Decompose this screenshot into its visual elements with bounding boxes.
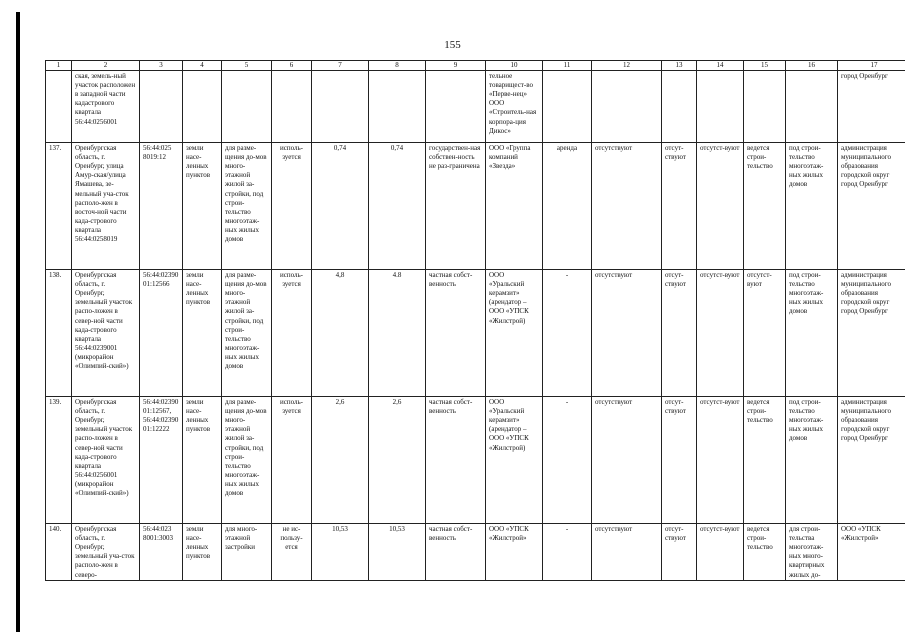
header-cell: 10: [486, 61, 543, 71]
table-cell: 137.: [46, 143, 72, 270]
table-cell: [697, 71, 744, 143]
table-cell: отсутствуют: [592, 397, 662, 524]
table-cell: земли насе-ленных пунктов: [183, 143, 222, 270]
table-cell: отсут-ствуют: [662, 143, 697, 270]
table-cell: отсут-ствуют: [662, 270, 697, 397]
header-cell: 16: [786, 61, 838, 71]
table-cell: для разме-щения до-мов много-этажной жилой за-стройки, под строи-тельство многоэтаж-ных жилых домов: [222, 397, 272, 524]
table-cell: отсутст-вуют: [697, 143, 744, 270]
table-cell: отсутст-вуют: [697, 524, 744, 581]
table-cell: [369, 71, 426, 143]
table-cell: для разме-щения до-мов много-этажной жилой за-стройки, под строи-тельство многоэтаж-ных жилых домов: [222, 270, 272, 397]
header-cell: 14: [697, 61, 744, 71]
table-cell: администрация муниципального образования городской округ город Оренбург: [838, 397, 905, 524]
table-cell: земли насе-ленных пунктов: [183, 397, 222, 524]
header-cell: 8: [369, 61, 426, 71]
table-cell: [312, 71, 369, 143]
table-cell: [786, 71, 838, 143]
binding-edge-bar: [16, 12, 20, 632]
table-cell: отсутствуют: [592, 143, 662, 270]
table-cell: 138.: [46, 270, 72, 397]
table-cell: ООО «УПСК «Жилстрой»: [838, 524, 905, 581]
table-cell: частная собст-венность: [426, 270, 486, 397]
header-cell: 17: [838, 61, 905, 71]
table-cell: ООО «Группа компаний «Звезда»: [486, 143, 543, 270]
table-row: [46, 71, 905, 143]
table-cell: для разме-щения до-мов много-этажной жилой за-стройки, под строи-тельство многоэтаж-ных жилых домов: [222, 143, 272, 270]
table-cell: отсутствуют: [592, 270, 662, 397]
table-cell: ведется строи-тельство: [744, 524, 786, 581]
table-cell: для строи-тельства многоэтаж-ных много-квартирных жилых до-: [786, 524, 838, 581]
table-cell: 0,74: [369, 143, 426, 270]
table-cell: для много-этажной застройки: [222, 524, 272, 581]
table-cell: ведется строи-тельство: [744, 397, 786, 524]
table-cell: 10,53: [312, 524, 369, 581]
table-cell: исполь-зуется: [272, 270, 312, 397]
table-cell: исполь-зуется: [272, 143, 312, 270]
table-cell: Оренбургская область, г. Оренбург, земельный участок распо-ложен в север-ной части када-стрового квартала 56:44:0239001 (микрорайон «Олимпий-ский»): [72, 270, 140, 397]
header-cell: 9: [426, 61, 486, 71]
table-cell: частная собст-венность: [426, 524, 486, 581]
table-cell: [222, 71, 272, 143]
header-cell: 13: [662, 61, 697, 71]
table-cell: [140, 71, 183, 143]
table-cell: 139.: [46, 397, 72, 524]
table-cell: ООО «Уральский керамзит» (арендатор – ООО «УПСК «Жилстрой): [486, 397, 543, 524]
table-row: [46, 524, 905, 581]
table-cell: земли насе-ленных пунктов: [183, 524, 222, 581]
table-cell: 56:44:025 8019:12: [140, 143, 183, 270]
header-row: [46, 61, 905, 71]
table-cell: [662, 71, 697, 143]
table-cell: отсутствуют: [592, 524, 662, 581]
table-cell: отсутст-вуют: [697, 270, 744, 397]
table-cell: отсутст-вуют: [697, 397, 744, 524]
table-row: [46, 397, 905, 524]
header-cell: 11: [543, 61, 592, 71]
header-cell: 5: [222, 61, 272, 71]
table-cell: город Оренбург: [838, 71, 905, 143]
table-cell: [272, 71, 312, 143]
header-cell: 6: [272, 61, 312, 71]
page-number: 155: [444, 39, 461, 51]
table-cell: 2,6: [312, 397, 369, 524]
table-cell: отсут-ствуют: [662, 397, 697, 524]
table-cell: Оренбургская область, г. Оренбург, улица Амур-ская/улица Ямашева, зе-мельный уча-сток располо-жен в восточ-ной части када-стрового квартала 56:44:0258019: [72, 143, 140, 270]
table-cell: -: [543, 524, 592, 581]
table-cell: 4,8: [312, 270, 369, 397]
header-cell: 15: [744, 61, 786, 71]
table-cell: [543, 71, 592, 143]
table-cell: аренда: [543, 143, 592, 270]
table-cell: 56:44:02390 01:12566: [140, 270, 183, 397]
header-cell: 2: [72, 61, 140, 71]
table-cell: администрация муниципального образования городской округ город Оренбург: [838, 270, 905, 397]
table-cell: 56:44:02390 01:12567, 56:44:02390 01:12222: [140, 397, 183, 524]
table-row: [46, 143, 905, 270]
table-row: [46, 270, 905, 397]
land-plots-table: [45, 60, 905, 581]
table-cell: Оренбургская область, г. Оренбург, земельный участок распо-ложен в север-ной части када-стрового квартала 56:44:0256001 (микрорайон «Олимпий-ский»): [72, 397, 140, 524]
table-cell: [183, 71, 222, 143]
table-cell: -: [543, 270, 592, 397]
table-cell: под строи-тельство многоэтаж-ных жилых домов: [786, 397, 838, 524]
table-cell: -: [543, 397, 592, 524]
table-cell: администрация муниципального образования городской округ город Оренбург: [838, 143, 905, 270]
header-cell: 7: [312, 61, 369, 71]
table-cell: 4.8: [369, 270, 426, 397]
table-cell: исполь-зуется: [272, 397, 312, 524]
table-cell: [426, 71, 486, 143]
table-cell: ская, земель-ный участок расположен в западной части кадастрового квартала 56:44:0256001: [72, 71, 140, 143]
table-cell: [592, 71, 662, 143]
table-cell: [744, 71, 786, 143]
table-cell: ООО «УПСК «Жилстрой»: [486, 524, 543, 581]
table-cell: 2,6: [369, 397, 426, 524]
table-cell: под строи-тельство многоэтаж-ных жилых домов: [786, 270, 838, 397]
table-cell: 0,74: [312, 143, 369, 270]
table-cell: [46, 71, 72, 143]
table-cell: отсут-ствуют: [662, 524, 697, 581]
table-cell: земли насе-ленных пунктов: [183, 270, 222, 397]
table-cell: ООО «Уральский керамзит» (арендатор – ООО «УПСК «Жилстрой): [486, 270, 543, 397]
table-cell: 10,53: [369, 524, 426, 581]
table-cell: государствен-ная собствен-ность не раз-граничена: [426, 143, 486, 270]
table-cell: ведется строи-тельство: [744, 143, 786, 270]
header-cell: 3: [140, 61, 183, 71]
table-cell: под строи-тельство многоэтаж-ных жилых домов: [786, 143, 838, 270]
table-cell: частная собст-венность: [426, 397, 486, 524]
header-cell: 12: [592, 61, 662, 71]
header-cell: 4: [183, 61, 222, 71]
table-cell: не ис-пользу-ется: [272, 524, 312, 581]
table-cell: 56:44:023 8001:3003: [140, 524, 183, 581]
table-cell: 140.: [46, 524, 72, 581]
table-cell: отсутст-вуют: [744, 270, 786, 397]
table-cell: тельное товарищест-во «Перве-нец» ООО «Строитель-ная корпора-ция Дикос»: [486, 71, 543, 143]
table-cell: Оренбургская область, г. Оренбург, земельный уча-сток располо-жен в северо-: [72, 524, 140, 581]
header-cell: 1: [46, 61, 72, 71]
